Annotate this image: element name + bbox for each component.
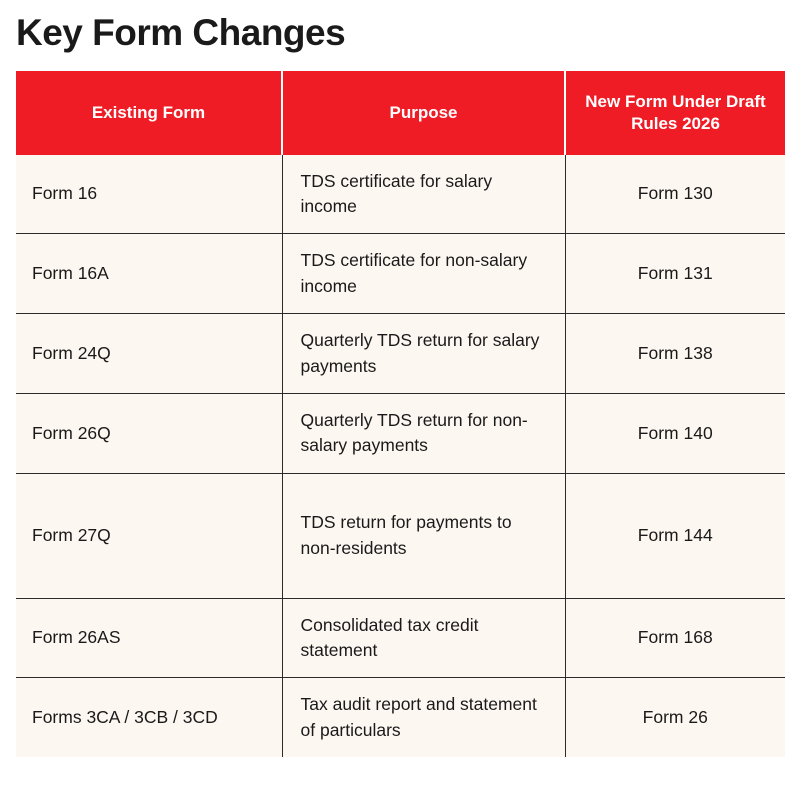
cell-existing-form: Form 27Q xyxy=(16,473,282,598)
cell-existing-form: Forms 3CA / 3CB / 3CD xyxy=(16,678,282,757)
table-body xyxy=(16,155,785,758)
table-row xyxy=(16,314,785,394)
cell-purpose: Tax audit report and statement of particulars xyxy=(282,678,565,757)
cell-new-form: Form 131 xyxy=(565,234,785,314)
cell-new-form: Form 140 xyxy=(565,393,785,473)
column-header-purpose: Purpose xyxy=(282,71,565,155)
cell-new-form: Form 26 xyxy=(565,678,785,757)
cell-purpose: TDS certificate for non-salary income xyxy=(282,234,565,314)
cell-new-form: Form 130 xyxy=(565,155,785,234)
cell-new-form: Form 144 xyxy=(565,473,785,598)
cell-existing-form: Form 26AS xyxy=(16,598,282,678)
table-header xyxy=(16,71,785,155)
page-title: Key Form Changes xyxy=(16,12,346,53)
cell-purpose: TDS return for payments to non-residents xyxy=(282,473,565,598)
table-header-row xyxy=(16,71,785,155)
column-header-existing-form: Existing Form xyxy=(16,71,282,155)
table-row xyxy=(16,234,785,314)
form-changes-table xyxy=(16,71,785,758)
table-row xyxy=(16,473,785,598)
cell-purpose: TDS certificate for salary income xyxy=(282,155,565,234)
cell-existing-form: Form 26Q xyxy=(16,393,282,473)
cell-new-form: Form 138 xyxy=(565,314,785,394)
cell-purpose: Consolidated tax credit statement xyxy=(282,598,565,678)
cell-existing-form: Form 24Q xyxy=(16,314,282,394)
table-row xyxy=(16,678,785,757)
table-row xyxy=(16,598,785,678)
table-row xyxy=(16,393,785,473)
table-row xyxy=(16,155,785,234)
cell-existing-form: Form 16A xyxy=(16,234,282,314)
cell-purpose: Quarterly TDS return for non-salary payments xyxy=(282,393,565,473)
cell-existing-form: Form 16 xyxy=(16,155,282,234)
column-header-new-form: New Form Under Draft Rules 2026 xyxy=(565,71,785,155)
cell-new-form: Form 168 xyxy=(565,598,785,678)
cell-purpose: Quarterly TDS return for salary payments xyxy=(282,314,565,394)
